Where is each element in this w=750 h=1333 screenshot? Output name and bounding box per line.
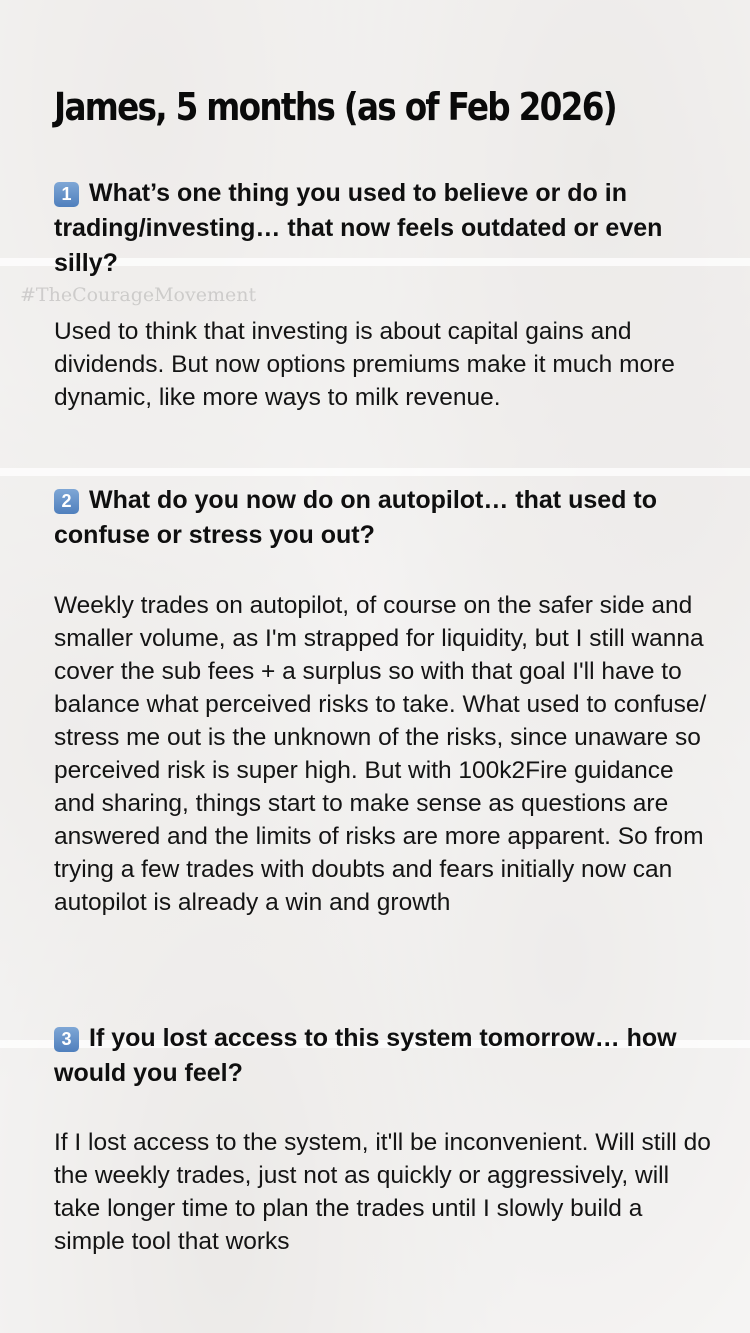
answer-1: Used to think that investing is about capital gains and dividends. But now options premiums make it much more dynamic, like more ways to milk revenue. (54, 318, 675, 411)
answer-2: Weekly trades on autopilot, of course on the safer side and smaller volume, as I'm strapped for liquidity, but I still wanna cover the sub fees + a surplus so with that goal I'll have to balance what perceived risks to take. What used to confuse/ stress me out is the unknown of the risks, since unaware so perceived risk is super high. But with 100k2Fire guidance and sharing, things start to make sense as questions are answered and the limits of risks are more apparent. So from trying a few trades with doubts and fears initially now can autopilot is already a win and growth (54, 592, 707, 916)
answer-3: If I lost access to the system, it'll be inconvenient. Will still do the weekly trades, just not as quickly or aggressively, will take longer time to plan the trades until I slowly build a simple tool that works (54, 1129, 711, 1255)
question-1-text: What’s one thing you used to believe or do in trading/investing… that now feels outdated or even silly? (54, 179, 663, 277)
number-1-icon: 1 (54, 182, 79, 207)
page-title: James, 5 months (as of Feb 2026) (54, 85, 616, 129)
number-3-icon: 3 (54, 1027, 79, 1052)
number-2-icon: 2 (54, 489, 79, 514)
question-3 (54, 1021, 704, 1091)
collage-divider (0, 468, 750, 476)
hashtag-watermark: #TheCourageMovement (20, 284, 257, 306)
question-3-text: If you lost access to this system tomorrow… how would you feel? (54, 1024, 677, 1087)
question-2-text: What do you now do on autopilot… that used to confuse or stress you out? (54, 486, 657, 549)
question-2 (54, 483, 704, 553)
question-1 (54, 176, 704, 281)
